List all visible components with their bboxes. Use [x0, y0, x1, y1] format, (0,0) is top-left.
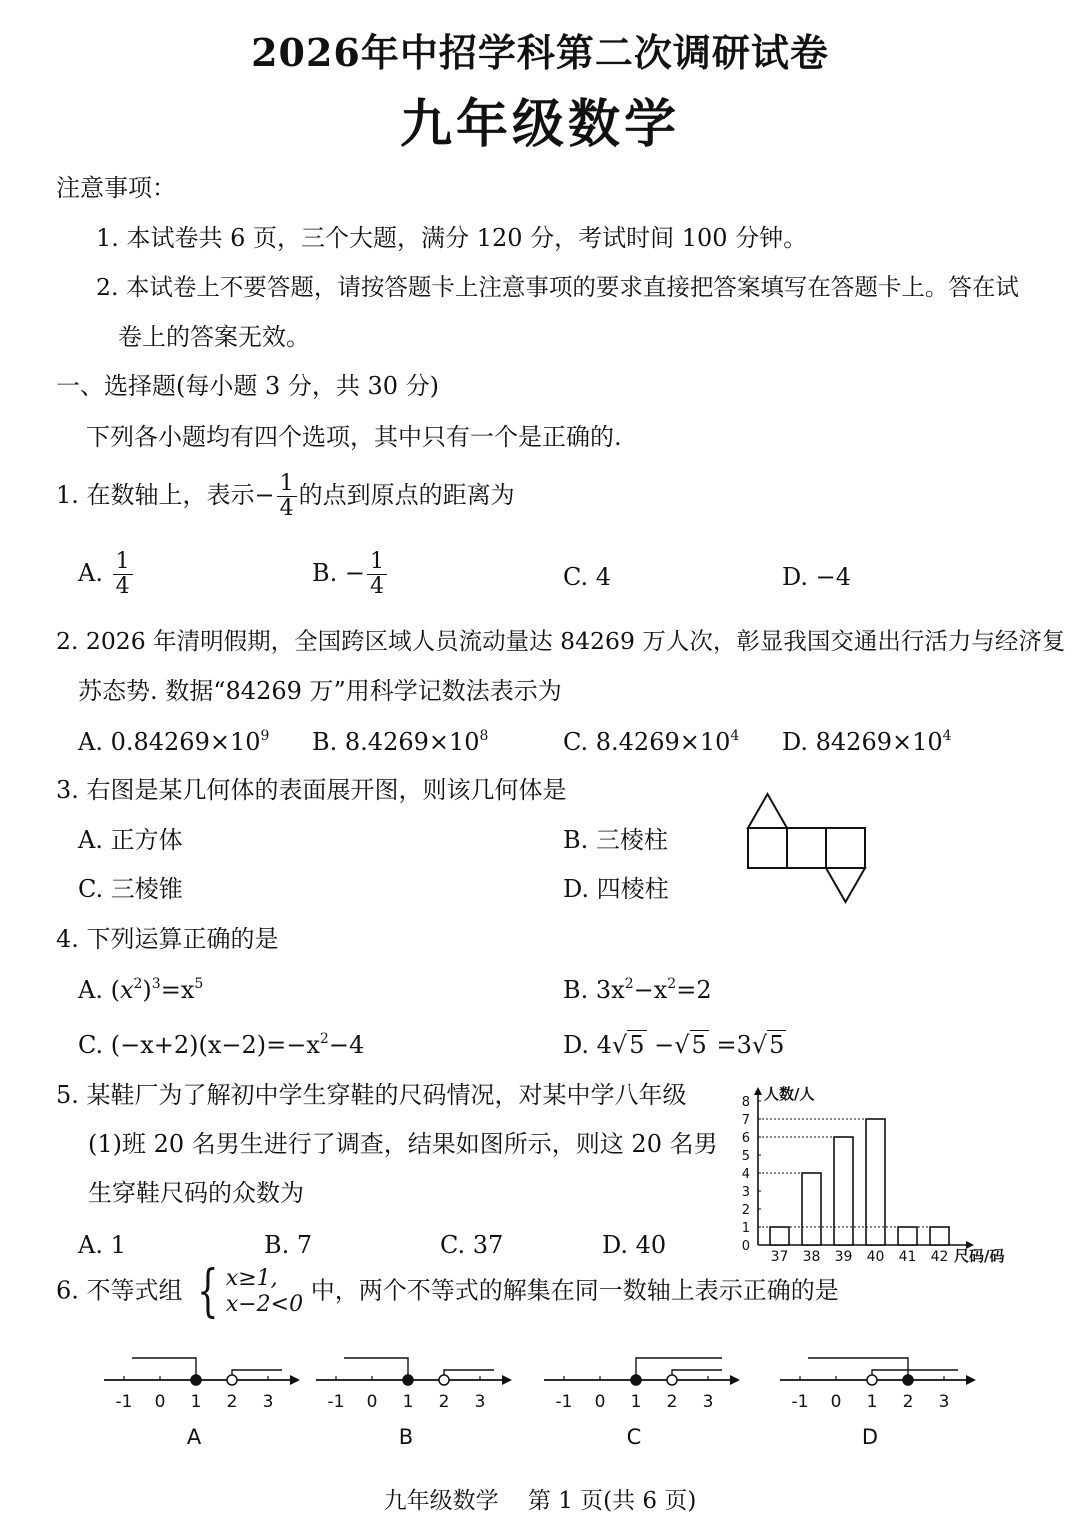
- number-line-option-label: B: [398, 1425, 414, 1449]
- q4-d-radicand-2: 5: [691, 1031, 707, 1059]
- number-line-tick-label: 2: [438, 1392, 450, 1412]
- question-6: [56, 1259, 839, 1324]
- q2-option-c: [563, 727, 739, 757]
- number-line-B: [316, 1358, 512, 1449]
- q2-option-a-exp: 9: [260, 728, 270, 744]
- q2-option-d-exp: 4: [942, 728, 952, 744]
- q4-b-part3: −x: [633, 976, 668, 1004]
- q4-d-part1: D. 4: [563, 1031, 612, 1059]
- q1-prefix: 1. 在数轴上，表示−: [56, 481, 275, 509]
- y-tick-label: 6: [741, 1131, 750, 1146]
- q1-option-b-num: 1: [367, 550, 387, 575]
- number-line-option-label: D: [861, 1425, 879, 1449]
- bar-37: [770, 1227, 789, 1245]
- y-tick-label: 0: [741, 1239, 750, 1254]
- notice-item-1: 1. 本试卷共 6 页，三个大题，满分 120 分，考试时间 100 分钟。: [96, 224, 808, 252]
- subject-title: 九年级数学: [399, 94, 680, 155]
- number-line-tick-label: 1: [630, 1392, 642, 1412]
- q2-option-c-base: C. 8.4269×10: [563, 728, 731, 756]
- q1-option-c: C. 4: [563, 563, 612, 591]
- page-footer: 九年级数学 第 1 页(共 6 页): [383, 1488, 697, 1514]
- closed-dot: [631, 1375, 641, 1385]
- q3-option-d: D. 四棱柱: [563, 875, 669, 903]
- q2-option-d: [782, 727, 952, 757]
- open-dot: [227, 1375, 237, 1385]
- q4-a-part7: 5: [194, 976, 204, 992]
- y-tick-label: 1: [741, 1221, 750, 1236]
- q4-d-part5: =3: [708, 1031, 752, 1059]
- net-square-1: [748, 828, 787, 868]
- number-line-arrow: [502, 1375, 512, 1385]
- y-tick-label: 7: [741, 1113, 750, 1128]
- number-line-tick-label: -1: [791, 1392, 809, 1412]
- number-line-arrow: [730, 1375, 740, 1385]
- exam-title: 2026年中招学科第二次调研试卷: [251, 30, 829, 75]
- q1-frac-den: 4: [279, 496, 294, 521]
- q4-c-part3: −4: [328, 1031, 365, 1059]
- open-dot: [867, 1375, 877, 1385]
- q4-d-radicand-3: 5: [769, 1031, 785, 1059]
- net-triangle-top: [748, 794, 787, 828]
- number-line-tick-label: 3: [938, 1392, 950, 1412]
- q4-option-c: [78, 1030, 364, 1060]
- number-line-tick-label: 3: [474, 1392, 486, 1412]
- q1-option-b-den: 4: [370, 574, 385, 599]
- notice-heading: 注意事项：: [56, 174, 176, 202]
- q4-option-d: D. 4√5 −√5 =3√5: [563, 1031, 785, 1059]
- number-line-tick-label: 0: [154, 1392, 166, 1412]
- prism-net-figure: [740, 790, 875, 910]
- q1-option-a-fraction: [113, 550, 133, 599]
- number-line-tick-label: 1: [866, 1392, 878, 1412]
- number-line-arrow: [290, 1375, 300, 1385]
- number-line-tick-label: 3: [702, 1392, 714, 1412]
- question-1: [56, 472, 515, 521]
- q1-option-b: [312, 550, 389, 599]
- x-tick-label: 38: [802, 1249, 821, 1265]
- number-line-tick-label: 2: [666, 1392, 678, 1412]
- q6-number-lines: [90, 1340, 1010, 1460]
- y-tick-label: 3: [741, 1185, 750, 1200]
- notice-item-2-line-1: 2. 本试卷上不要答题，请按答题卡上注意事项的要求直接把答案填写在答题卡上。答在试: [96, 273, 1019, 301]
- q1-option-a-den: 4: [115, 574, 130, 599]
- q3-option-a: A. 正方体: [78, 826, 183, 854]
- q1-option-b-fraction: [367, 550, 387, 599]
- bar-41: [898, 1227, 917, 1245]
- y-tick-label: 8: [741, 1095, 750, 1110]
- q4-d-part3: −: [646, 1031, 675, 1059]
- q3-option-b: B. 三棱柱: [563, 826, 668, 854]
- q5-option-a: A. 1: [78, 1231, 126, 1259]
- x-axis-label: 尺码/码: [954, 1247, 1005, 1265]
- q4-a-part3: 2: [133, 976, 143, 992]
- number-line-tick-label: 3: [262, 1392, 274, 1412]
- y-tick-label: 5: [741, 1149, 750, 1164]
- x-tick-label: 39: [834, 1249, 853, 1265]
- question-3: 3. 右图是某几何体的表面展开图，则该几何体是: [56, 776, 567, 804]
- q2-option-a-base: A. 0.84269×10: [78, 728, 261, 756]
- q4-b-part4: 2: [667, 976, 677, 992]
- bar-39: [834, 1137, 853, 1245]
- q4-d-radicand-1: 5: [629, 1031, 645, 1059]
- q4-c-part1: C. (−x+2)(x−2)=−x: [78, 1031, 320, 1059]
- number-line-tick-label: 1: [402, 1392, 414, 1412]
- bar-40: [866, 1119, 885, 1245]
- q6-inequality-system: [190, 1259, 304, 1324]
- q1-option-a-label: A.: [78, 559, 103, 587]
- q6-inequality-1: x≥1,: [225, 1266, 278, 1291]
- open-dot: [667, 1375, 677, 1385]
- q1-fraction: [277, 472, 297, 521]
- section-heading: 一、选择题(每小题 3 分，共 30 分): [56, 372, 440, 400]
- solution-ray: [444, 1370, 494, 1380]
- question-5-line-3: 生穿鞋尺码的众数为: [88, 1179, 304, 1207]
- section-instruction: 下列各小题均有四个选项，其中只有一个是正确的.: [86, 423, 622, 451]
- solution-ray: [808, 1358, 908, 1380]
- y-tick-label: 4: [741, 1167, 750, 1182]
- q5-option-c: C. 37: [440, 1231, 504, 1259]
- number-line-option-label: A: [186, 1425, 202, 1449]
- net-triangle-bottom: [826, 868, 865, 902]
- number-line-tick-label: 2: [902, 1392, 914, 1412]
- number-line-tick-label: 1: [190, 1392, 202, 1412]
- number-line-tick-label: 0: [594, 1392, 606, 1412]
- closed-dot: [191, 1375, 201, 1385]
- q4-option-a: [78, 975, 203, 1005]
- net-square-3: [826, 828, 865, 868]
- question-4: 4. 下列运算正确的是: [56, 925, 279, 953]
- q4-a-part2: x: [119, 976, 134, 1004]
- question-2-line-2: 苏态势. 数据“84269 万”用科学记数法表示为: [78, 677, 562, 705]
- q4-a-part1: A. (: [78, 976, 120, 1004]
- solution-ray: [232, 1370, 282, 1380]
- shoe-size-bar-chart: [730, 1070, 1030, 1270]
- x-tick-label: 42: [930, 1249, 949, 1265]
- number-line-D: [780, 1358, 976, 1449]
- q1-frac-num: 1: [277, 472, 297, 497]
- solution-ray: [672, 1370, 722, 1380]
- bar-38: [802, 1173, 821, 1245]
- notice-item-2-line-2: 卷上的答案无效。: [118, 323, 310, 351]
- number-line-arrow: [966, 1375, 976, 1385]
- q1-option-b-label: B. −: [312, 559, 366, 587]
- q5-option-b: B. 7: [264, 1231, 313, 1259]
- number-line-A: [104, 1358, 300, 1449]
- number-line-tick-label: -1: [555, 1392, 573, 1412]
- x-tick-label: 40: [866, 1249, 885, 1265]
- q2-option-b-exp: 8: [479, 728, 489, 744]
- q2-option-d-base: D. 84269×10: [782, 728, 943, 756]
- number-line-C: [544, 1358, 740, 1449]
- solution-ray: [636, 1358, 722, 1380]
- number-line-option-label: C: [626, 1425, 642, 1449]
- q4-b-part1: B. 3x: [563, 976, 625, 1004]
- number-line-tick-label: 0: [366, 1392, 378, 1412]
- bar-42: [930, 1227, 949, 1245]
- question-5-line-1: 5. 某鞋厂为了解初中学生穿鞋的尺码情况，对某中学八年级: [56, 1081, 687, 1109]
- question-5-line-2: (1)班 20 名男生进行了调查，结果如图所示，则这 20 名男: [88, 1130, 718, 1158]
- q1-suffix: 的点到原点的距离为: [298, 481, 515, 509]
- q2-option-b-base: B. 8.4269×10: [312, 728, 480, 756]
- q6-inequality-2: x−2<0: [225, 1292, 304, 1317]
- q1-option-a-num: 1: [113, 550, 133, 575]
- q4-b-part2: 2: [624, 976, 634, 992]
- q3-option-c: C. 三棱锥: [78, 875, 183, 903]
- y-axis-label: 人数/人: [764, 1085, 815, 1103]
- q2-option-c-exp: 4: [730, 728, 740, 744]
- net-square-2: [787, 828, 826, 868]
- number-line-tick-label: -1: [115, 1392, 133, 1412]
- solution-ray: [872, 1370, 958, 1380]
- q4-a-part6: =x: [160, 976, 195, 1004]
- q6-prefix: 6. 不等式组: [56, 1276, 183, 1305]
- q2-option-b: [312, 727, 488, 757]
- q6-suffix: 中，两个不等式的解集在同一数轴上表示正确的是: [310, 1276, 839, 1305]
- closed-dot: [403, 1375, 413, 1385]
- q4-a-part4: ): [142, 976, 152, 1004]
- x-tick-label: 37: [770, 1249, 789, 1265]
- y-tick-label: 2: [741, 1203, 750, 1218]
- q4-a-part5: 3: [151, 976, 161, 992]
- solution-ray: [344, 1358, 408, 1380]
- number-line-tick-label: 2: [226, 1392, 238, 1412]
- q2-option-a: [78, 727, 269, 757]
- solution-ray: [132, 1358, 196, 1380]
- number-line-tick-label: -1: [327, 1392, 345, 1412]
- number-line-tick-label: 0: [830, 1392, 842, 1412]
- q1-option-a: [78, 550, 135, 599]
- q4-b-part5: =2: [676, 976, 712, 1004]
- q4-option-b: [563, 975, 712, 1005]
- open-dot: [439, 1375, 449, 1385]
- x-tick-label: 41: [898, 1249, 917, 1265]
- q6-brace: {: [197, 1259, 219, 1324]
- question-2-line-1: 2. 2026 年清明假期，全国跨区域人员流动量达 84269 万人次，彰显我国交通出行活力与经济复: [56, 627, 1066, 655]
- q1-option-d: D. −4: [782, 563, 852, 591]
- q4-c-part2: 2: [319, 1031, 329, 1047]
- closed-dot: [903, 1375, 913, 1385]
- y-axis-arrow: [754, 1087, 762, 1095]
- q5-option-d: D. 40: [602, 1231, 667, 1259]
